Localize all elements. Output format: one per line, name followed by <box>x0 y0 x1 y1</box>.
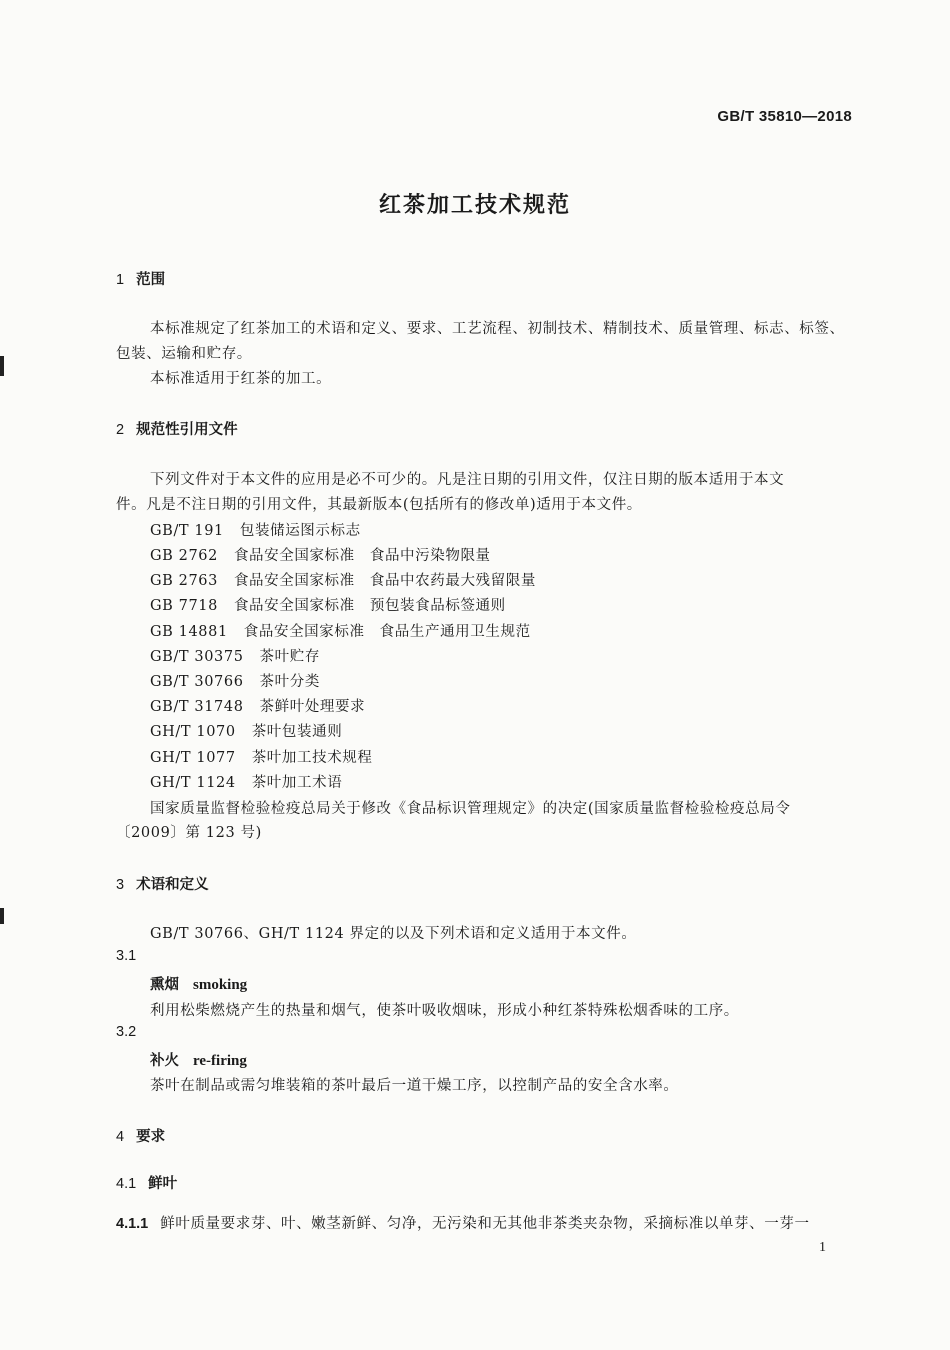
reference-name: 食品安全国家标准 食品生产通用卫生规范 <box>243 624 531 640</box>
section-title: 规范性引用文件 <box>136 422 238 438</box>
reference-item <box>150 771 342 792</box>
reference-item <box>150 720 342 741</box>
term-definition: 利用松柴燃烧产生的热量和烟气，使茶叶吸收烟味，形成小种红茶特殊松烟香味的工序。 <box>150 1003 739 1019</box>
section-number: 1 <box>116 272 125 288</box>
reference-code: GB/T 30375 <box>150 649 244 665</box>
decree-line: 国家质量监督检验检疫总局关于修改《食品标识管理规定》的决定(国家质量监督检验检疫总局令 <box>150 801 791 817</box>
subsection-number: 4.1 <box>116 1176 137 1192</box>
section-title: 术语和定义 <box>136 877 209 893</box>
reference-name: 食品安全国家标准 预包装食品标签通则 <box>233 598 506 614</box>
paragraph-line: 包装、运输和贮存。 <box>116 346 252 362</box>
reference-item <box>150 645 320 666</box>
section-2-heading <box>116 418 238 439</box>
reference-code: GB 2763 <box>150 573 218 589</box>
section-4-heading <box>116 1125 165 1146</box>
paragraph-line: 下列文件对于本文件的应用是必不可少的。凡是注日期的引用文件，仅注日期的版本适用于本文 <box>150 472 785 488</box>
scan-edge-mark <box>0 356 4 376</box>
reference-code: GB/T 191 <box>150 523 224 539</box>
term-zh: 熏烟 <box>150 977 179 993</box>
reference-item <box>150 544 491 565</box>
page-number: 1 <box>819 1240 826 1255</box>
reference-name: 茶叶加工技术规程 <box>251 750 373 766</box>
reference-code: GH/T 1070 <box>150 724 236 740</box>
section-title: 范围 <box>136 272 166 288</box>
clause-text: 鲜叶质量要求芽、叶、嫩茎新鲜、匀净，无污染和无其他非茶类夹杂物，采摘标准以单芽、一芽一 <box>160 1216 810 1232</box>
section-number: 4 <box>116 1129 125 1145</box>
reference-item <box>150 569 536 590</box>
reference-name: 茶鲜叶处理要求 <box>259 699 366 715</box>
reference-code: GB 2762 <box>150 548 218 564</box>
term-number: 3.2 <box>116 1024 137 1040</box>
clause-number: 4.1.1 <box>116 1216 149 1232</box>
reference-name: 茶叶包装通则 <box>251 724 343 740</box>
section-number: 2 <box>116 422 125 438</box>
section-number: 3 <box>116 877 125 893</box>
standard-number: GB/T 35810—2018 <box>717 108 852 125</box>
paragraph-line: 本标准规定了红茶加工的术语和定义、要求、工艺流程、初制技术、精制技术、质量管理、标志、标签、 <box>150 321 845 337</box>
term-en: smoking <box>193 977 248 993</box>
reference-code: GH/T 1077 <box>150 750 236 766</box>
paragraph: 本标准适用于红茶的加工。 <box>150 371 332 387</box>
subsection-title: 鲜叶 <box>148 1176 178 1192</box>
reference-code: GB/T 31748 <box>150 699 244 715</box>
section-3-heading <box>116 873 209 894</box>
term-number: 3.1 <box>116 948 137 964</box>
reference-code: GB 7718 <box>150 598 218 614</box>
term-heading <box>150 973 247 994</box>
reference-name: 食品安全国家标准 食品中污染物限量 <box>233 548 491 564</box>
reference-item <box>150 594 506 615</box>
reference-name: 食品安全国家标准 食品中农药最大残留限量 <box>233 573 536 589</box>
term-zh: 补火 <box>150 1053 179 1069</box>
paragraph: GB/T 30766、GH/T 1124 界定的以及下列术语和定义适用于本文件。 <box>150 926 637 942</box>
term-en: re-firing <box>193 1053 247 1069</box>
reference-item <box>150 620 531 641</box>
reference-code: GB/T 30766 <box>150 674 244 690</box>
reference-name: 茶叶贮存 <box>259 649 320 665</box>
reference-item <box>150 670 320 691</box>
reference-item <box>150 519 361 540</box>
reference-name: 茶叶加工术语 <box>251 775 343 791</box>
reference-item <box>150 695 365 716</box>
section-1-heading <box>116 268 165 289</box>
reference-code: GB 14881 <box>150 624 228 640</box>
reference-name: 茶叶分类 <box>259 674 320 690</box>
clause-4-1-1 <box>116 1212 810 1233</box>
decree-line: 〔2009〕第 123 号) <box>116 825 262 841</box>
reference-name: 包装储运图示标志 <box>239 523 361 539</box>
scan-edge-mark <box>0 908 4 924</box>
document-title: 红茶加工技术规范 <box>378 193 571 218</box>
paragraph-line: 件。凡是不注日期的引用文件，其最新版本(包括所有的修改单)适用于本文件。 <box>116 497 642 513</box>
term-definition: 茶叶在制品或需匀堆装箱的茶叶最后一道干燥工序，以控制产品的安全含水率。 <box>150 1078 679 1094</box>
subsection-4-1-heading <box>116 1172 177 1193</box>
section-title: 要求 <box>136 1129 166 1145</box>
reference-item <box>150 746 373 767</box>
reference-code: GH/T 1124 <box>150 775 236 791</box>
term-heading <box>150 1049 247 1070</box>
